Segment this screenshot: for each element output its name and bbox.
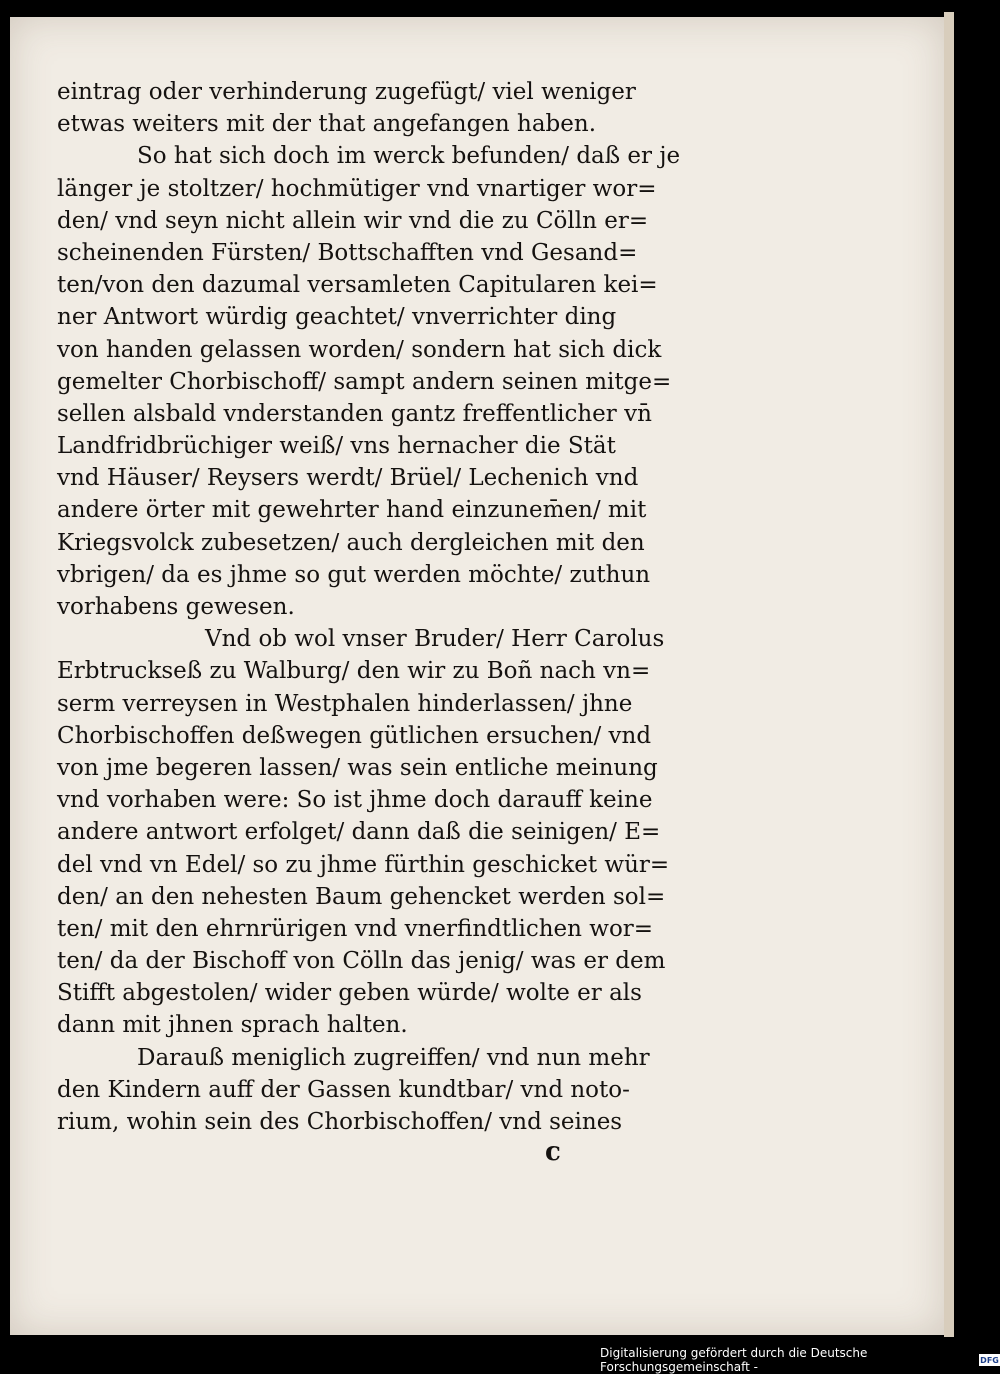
page-edge	[944, 12, 954, 1337]
text-line: So hat sich doch im werck befunden/ daß er je	[137, 143, 681, 170]
text-line: Erbtruckseß zu Walburg/ den wir zu Boñ nach vn=	[57, 658, 651, 685]
text-line: vnd vorhaben were: So ist jhme doch darauff keine	[57, 787, 653, 814]
text-line: etwas weiters mit der that angefangen haben.	[57, 111, 597, 138]
text-line: del vnd vn Edel/ so zu jhme fürthin geschicket wür=	[57, 851, 670, 878]
text-line: gemelter Chorbischoff/ sampt andern seinen mitge=	[57, 368, 672, 395]
text-line: ner Antwort würdig geachtet/ vnverrichter ding	[57, 304, 617, 331]
text-line: den/ an den nehesten Baum gehencket werden sol=	[57, 883, 666, 910]
text-line: dann mit jhnen sprach halten.	[57, 1012, 408, 1039]
text-line: Landfridbrüchiger weiß/ vns hernacher die Stät	[57, 433, 616, 460]
text-line: ten/ da der Bischoff von Cölln das jenig/ was er dem	[57, 948, 666, 975]
body-text	[57, 76, 737, 1138]
signature-mark: c	[545, 1137, 561, 1167]
credit-text: Digitalisierung gefördert durch die Deutsche Forschungsgemeinschaft -	[600, 1346, 868, 1374]
dfg-logo-icon: DFG	[980, 1355, 999, 1365]
text-line: serm verreysen in Westphalen hinderlassen/ jhne	[57, 690, 633, 717]
digitization-credit	[600, 1346, 1000, 1374]
text-line: scheinenden Fürsten/ Bottschafften vnd Gesand=	[57, 239, 638, 266]
text-line: sellen alsbald vnderstanden gantz freffentlicher vn̄	[57, 400, 652, 427]
text-line: den Kindern auff der Gassen kundtbar/ vnd noto-	[57, 1076, 630, 1103]
text-line: Vnd ob wol vnser Bruder/ Herr Carolus	[205, 626, 665, 653]
text-line: ten/ mit den ehrnrürigen vnd vnerfindtlichen wor=	[57, 915, 654, 942]
text-line: rium, wohin sein des Chorbischoffen/ vnd seines	[57, 1109, 623, 1135]
text-line: von jme begeren lassen/ was sein entliche meinung	[57, 754, 658, 781]
text-line: den/ vnd seyn nicht allein wir vnd die zu Cölln er=	[57, 207, 649, 234]
text-line: andere örter mit gewehrter hand einzunem̄en/ mit	[57, 497, 647, 524]
text-line: Darauß meniglich zugreiffen/ vnd nun mehr	[137, 1044, 650, 1071]
text-line: länger je stoltzer/ hochmütiger vnd vnartiger wor=	[57, 175, 657, 202]
text-line: vnd Häuser/ Reysers werdt/ Brüel/ Lechenich vnd	[57, 465, 639, 492]
text-line: ten/von den dazumal versamleten Capitularen kei=	[57, 272, 658, 299]
text-line: vorhabens gewesen.	[57, 594, 295, 620]
text-line: Kriegsvolck zubesetzen/ auch dergleichen mit den	[57, 529, 645, 556]
text-line: eintrag oder verhinderung zugefügt/ viel weniger	[57, 79, 636, 105]
text-line: von handen gelassen worden/ sondern hat sich dick	[57, 336, 662, 363]
text-line: andere antwort erfolget/ dann daß die seinigen/ E=	[57, 819, 661, 846]
text-line: vbrigen/ da es jhme so gut werden möchte/ zuthun	[57, 561, 651, 588]
text-line: Stifft abgestolen/ wider geben würde/ wolte er als	[57, 980, 642, 1007]
text-line: Chorbischoffen deßwegen gütlichen ersuchen/ vnd	[57, 722, 652, 749]
